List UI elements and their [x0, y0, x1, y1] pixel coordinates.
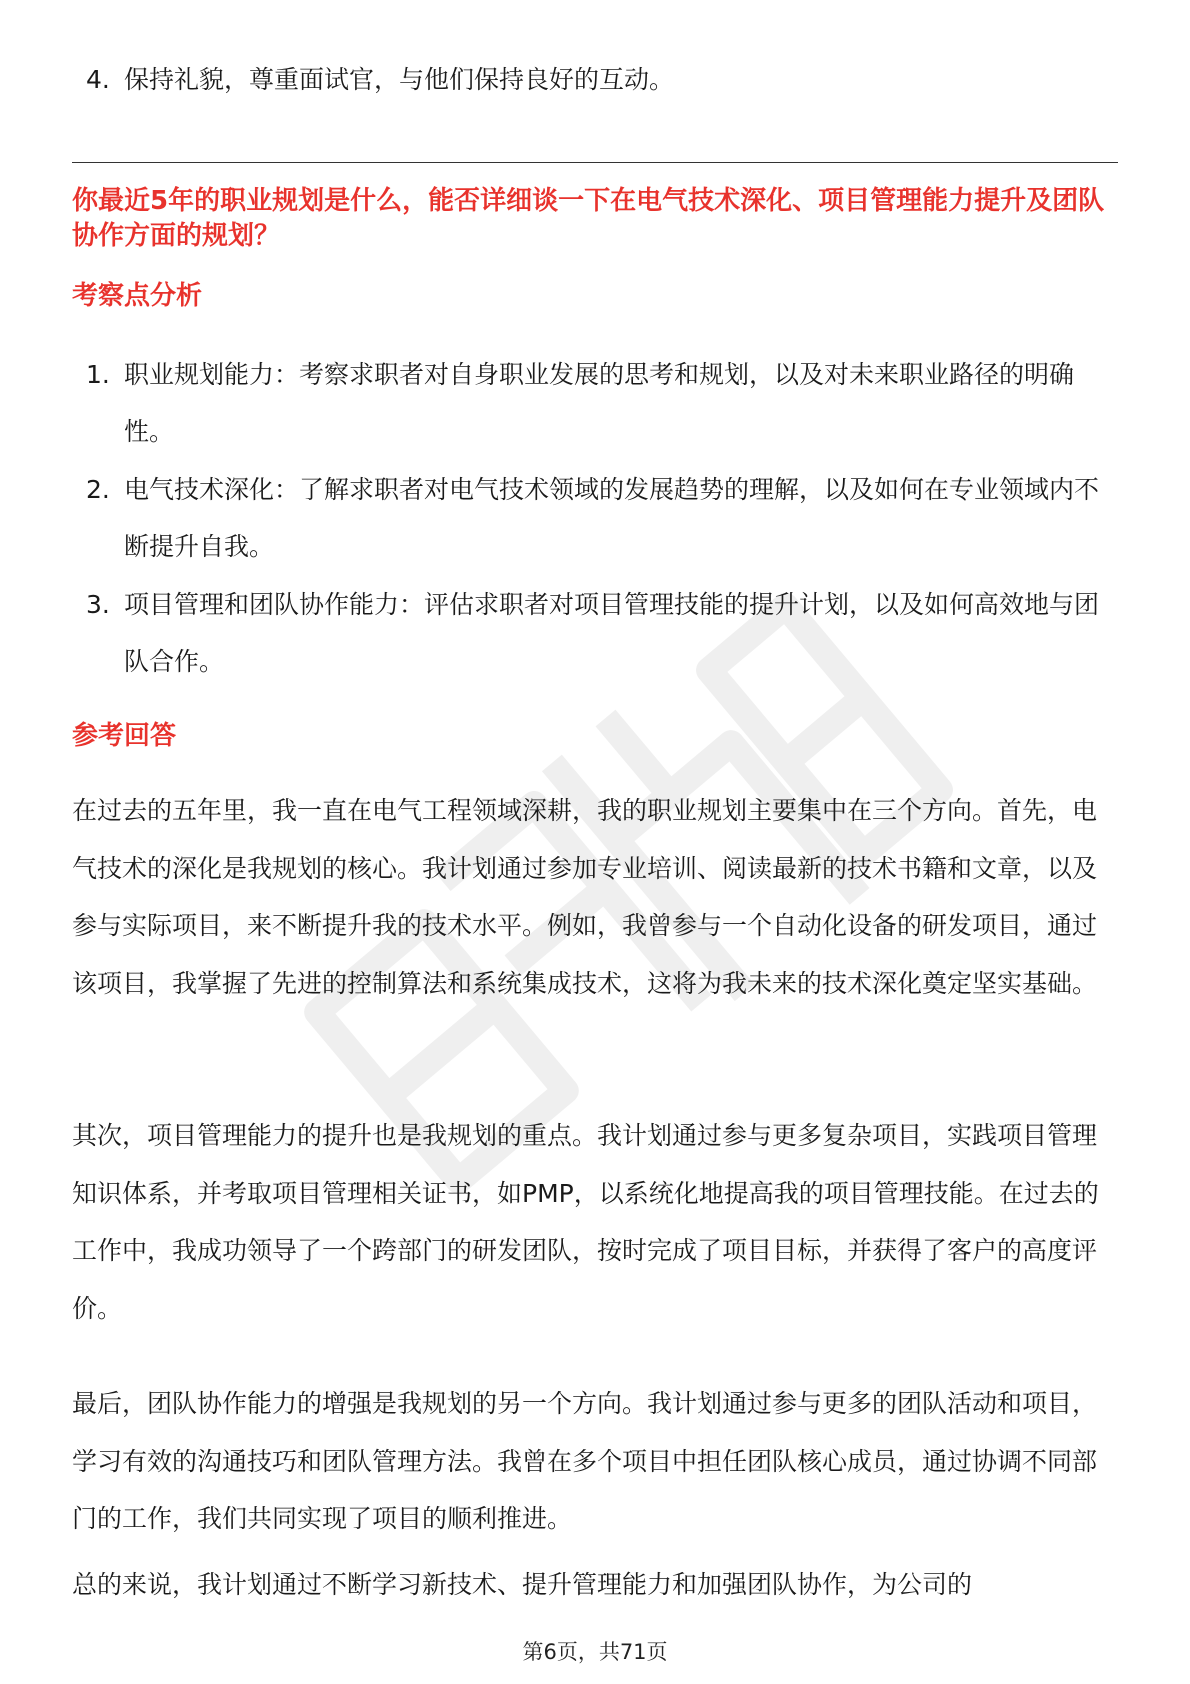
list-number: 3.	[86, 590, 110, 619]
list-item-text: 职业规划能力：考察求职者对自身职业发展的思考和规划，以及对未来职业路径的明确性。	[124, 360, 1075, 446]
previous-list-item	[86, 62, 674, 98]
list-item-text: 保持礼貌，尊重面试官，与他们保持良好的互动。	[124, 65, 675, 94]
question-title: 你最近5年的职业规划是什么，能否详细谈一下在电气技术深化、项目管理能力提升及团队协作方面的规划？	[72, 186, 1105, 251]
analysis-heading: 考察点分析	[72, 281, 203, 311]
list-number: 2.	[86, 475, 110, 504]
list-item	[86, 346, 1118, 460]
list-item	[86, 576, 1118, 690]
list-item-text: 电气技术深化：了解求职者对电气技术领域的发展趋势的理解，以及如何在专业领域内不断提升自我。	[124, 475, 1100, 561]
answer-paragraph: 其次，项目管理能力的提升也是我规划的重点。我计划通过参与更多复杂项目，实践项目管理知识体系，并考取项目管理相关证书，如PMP，以系统化地提高我的项目管理技能。在过去的工作中，我成功领导了一个跨部门的研发团队，按时完成了项目目标，并获得了客户的高度评价。	[72, 1121, 1099, 1323]
document-page	[72, 0, 1118, 1684]
page-footer: 第6页，共71页	[522, 1640, 668, 1664]
answer-paragraph: 最后，团队协作能力的增强是我规划的另一个方向。我计划通过参与更多的团队活动和项目，学习有效的沟通技巧和团队管理方法。我曾在多个项目中担任团队核心成员，通过协调不同部门的工作，我们共同实现了项目的顺利推进。	[72, 1389, 1098, 1533]
list-number: 4.	[86, 65, 110, 94]
answer-heading: 参考回答	[72, 721, 177, 751]
answer-paragraph: 总的来说，我计划通过不断学习新技术、提升管理能力和加强团队协作，为公司的	[72, 1570, 973, 1599]
answer-paragraph: 在过去的五年里，我一直在电气工程领域深耕，我的职业规划主要集中在三个方向。首先，电气技术的深化是我规划的核心。我计划通过参加专业培训、阅读最新的技术书籍和文章，以及参与实际项目，来不断提升我的技术水平。例如，我曾参与一个自动化设备的研发项目，通过该项目，我掌握了先进的控制算法和系统集成技术，这将为我未来的技术深化奠定坚实基础。	[72, 796, 1098, 998]
list-item-text: 项目管理和团队协作能力：评估求职者对项目管理技能的提升计划，以及如何高效地与团队合作。	[124, 590, 1100, 676]
list-item	[86, 461, 1118, 575]
section-divider	[72, 162, 1118, 163]
analysis-list	[86, 346, 1118, 691]
list-number: 1.	[86, 360, 110, 389]
